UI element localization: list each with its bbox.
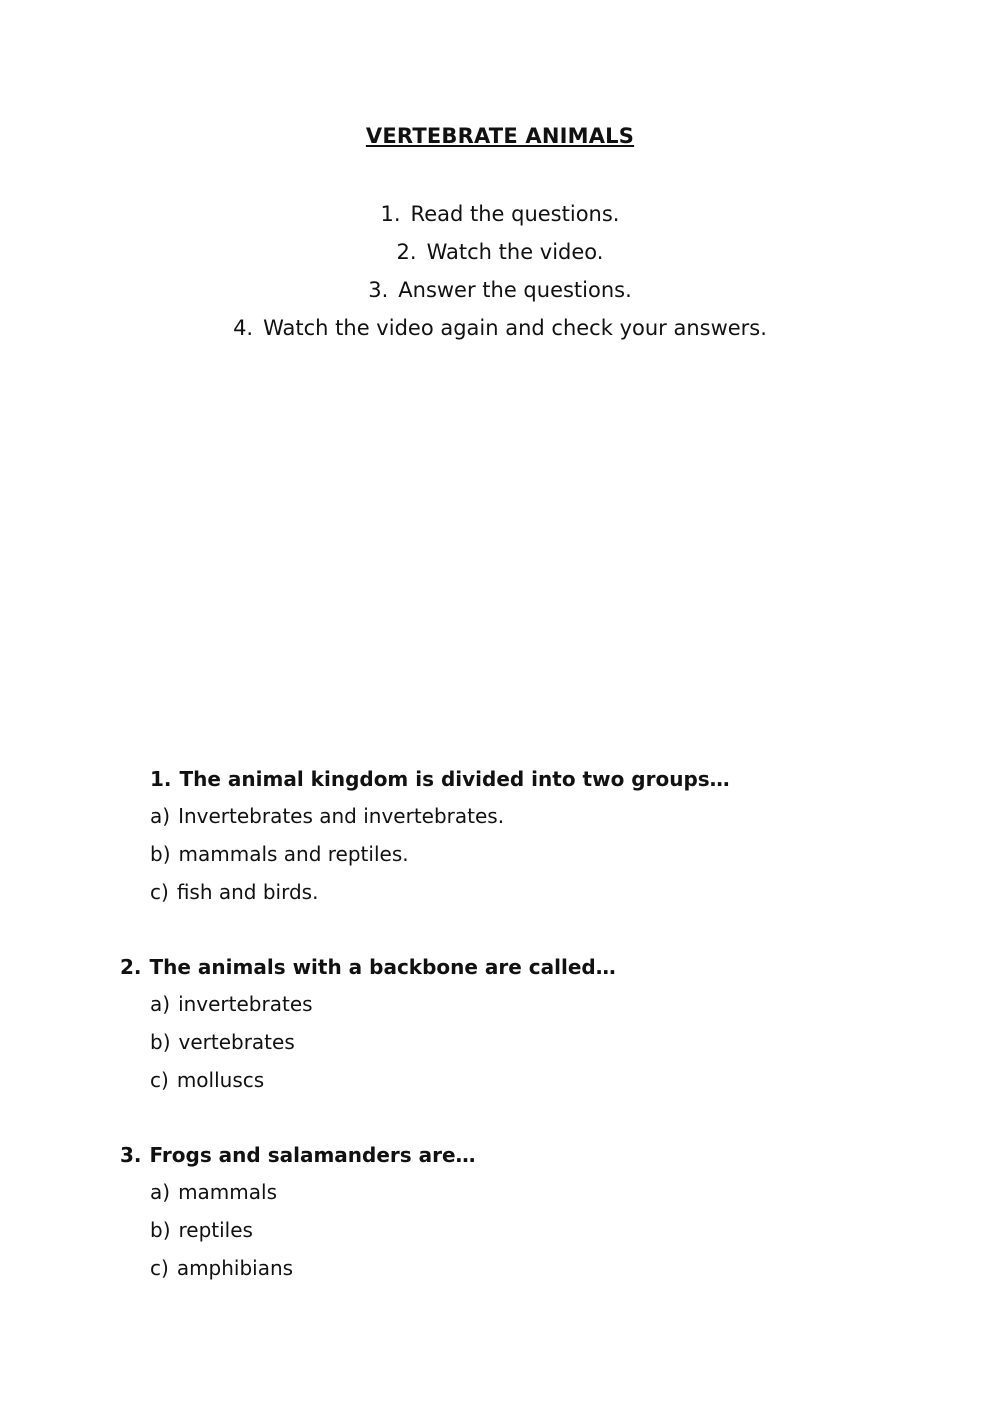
answer-option[interactable] xyxy=(150,1178,476,1216)
page-title: VERTEBRATE ANIMALS xyxy=(365,124,635,148)
instruction-number: 3. xyxy=(368,278,389,302)
question-1 xyxy=(150,765,730,916)
instruction-text: Read the questions. xyxy=(410,202,620,226)
question-2 xyxy=(120,953,616,1104)
option-letter: c) xyxy=(150,1068,169,1092)
question-number: 3. xyxy=(120,1143,142,1167)
question-text xyxy=(120,1141,476,1178)
instruction-text: Watch the video again and check your answers. xyxy=(263,316,767,340)
instruction-text: Answer the questions. xyxy=(398,278,632,302)
instruction-item xyxy=(0,200,1000,238)
answer-option[interactable] xyxy=(150,1254,476,1292)
option-letter: b) xyxy=(150,1030,171,1054)
option-text: mammals and reptiles. xyxy=(178,842,409,866)
question-prompt: The animal kingdom is divided into two groups… xyxy=(179,767,730,791)
question-number: 2. xyxy=(120,955,142,979)
question-text xyxy=(120,953,616,990)
answer-options xyxy=(150,802,730,916)
option-text: invertebrates xyxy=(178,992,313,1016)
instruction-item xyxy=(0,314,1000,352)
option-letter: c) xyxy=(150,880,169,904)
instruction-text: Watch the video. xyxy=(426,240,604,264)
instruction-item xyxy=(0,276,1000,314)
option-text: reptiles xyxy=(178,1218,253,1242)
option-text: Invertebrates and invertebrates. xyxy=(178,804,505,828)
instructions-list xyxy=(0,200,1000,352)
answer-options xyxy=(120,990,616,1104)
option-letter: c) xyxy=(150,1256,169,1280)
answer-option[interactable] xyxy=(150,802,730,840)
option-text: fish and birds. xyxy=(176,880,319,904)
option-text: vertebrates xyxy=(178,1030,295,1054)
instruction-number: 1. xyxy=(380,202,401,226)
answer-option[interactable] xyxy=(150,1028,616,1066)
option-letter: a) xyxy=(150,992,171,1016)
option-letter: a) xyxy=(150,1180,171,1204)
option-letter: b) xyxy=(150,1218,171,1242)
option-letter: b) xyxy=(150,842,171,866)
option-text: mammals xyxy=(178,1180,277,1204)
question-text xyxy=(150,765,730,802)
answer-option[interactable] xyxy=(150,1066,616,1104)
question-3 xyxy=(120,1141,476,1292)
instruction-item xyxy=(0,238,1000,276)
answer-option[interactable] xyxy=(150,1216,476,1254)
question-number: 1. xyxy=(150,767,172,791)
instruction-number: 4. xyxy=(233,316,254,340)
question-prompt: Frogs and salamanders are… xyxy=(149,1143,476,1167)
answer-option[interactable] xyxy=(150,878,730,916)
question-prompt: The animals with a backbone are called… xyxy=(149,955,616,979)
answer-option[interactable] xyxy=(150,990,616,1028)
answer-option[interactable] xyxy=(150,840,730,878)
option-letter: a) xyxy=(150,804,171,828)
instruction-number: 2. xyxy=(396,240,417,264)
option-text: amphibians xyxy=(176,1256,294,1280)
answer-options xyxy=(120,1178,476,1292)
option-text: molluscs xyxy=(176,1068,265,1092)
